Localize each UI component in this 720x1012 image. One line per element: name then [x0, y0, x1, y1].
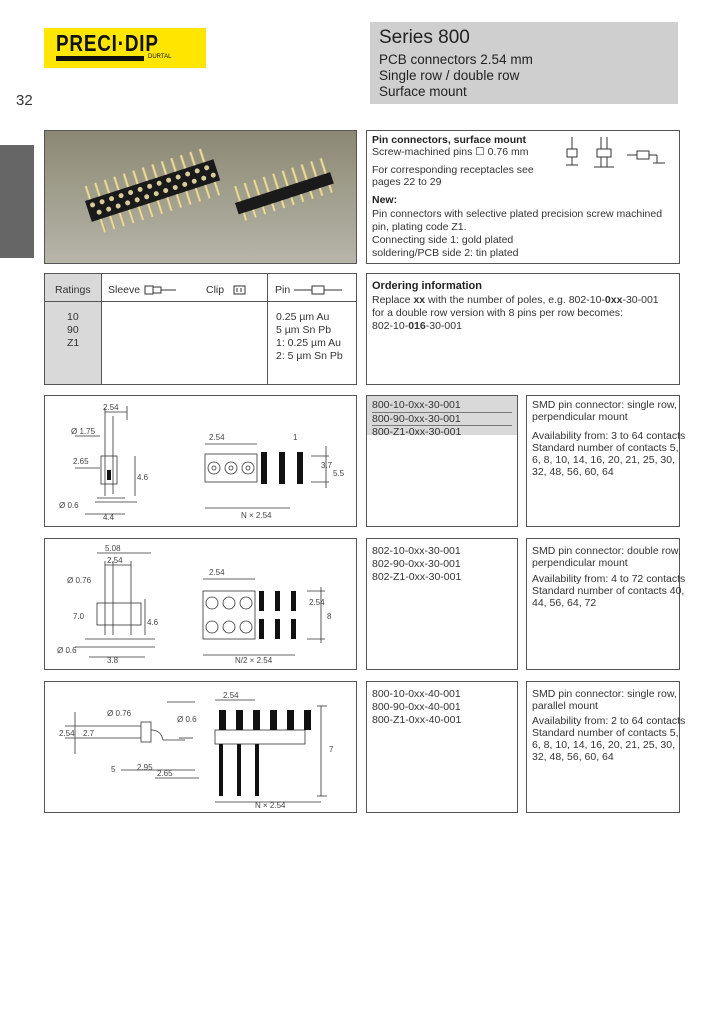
avail-1-line-3: 6, 8, 10, 14, 16, 20, 21, 25, 30,: [532, 454, 676, 466]
rating-code-10: 10: [67, 311, 79, 323]
ordering-line-1-d: 0xx: [604, 294, 623, 306]
ordering-line-1: [372, 294, 659, 307]
dim-1-1: 2.54: [103, 403, 119, 412]
desc-box-1: [526, 395, 686, 527]
ratings-col-divider-2: [267, 274, 268, 384]
desc-2-line-1: SMD pin connector: double row,: [532, 545, 681, 557]
desc-3-line-1: SMD pin connector: single row,: [532, 688, 677, 700]
product-code-3-1: 800-10-0xx-40-001: [372, 688, 461, 700]
dim-1-11: N × 2.54: [241, 511, 272, 520]
dim-3-5: 2.95: [137, 763, 153, 772]
dim-3-3: 2.7: [83, 729, 95, 738]
desc-1-line-1: SMD pin connector: single row,: [532, 399, 677, 411]
ordering-line-1-c: with the number of poles, e.g. 802-10-: [425, 294, 605, 306]
dim-3-10: N × 2.54: [255, 801, 286, 810]
new-line-4: soldering/PCB side 2: tin plated: [372, 247, 519, 259]
logo-text: PRECI·DIP: [56, 30, 159, 56]
intro-line-2: For corresponding receptacles see: [372, 164, 534, 176]
ordering-line-3-a: 802-10-: [372, 320, 409, 332]
rating-code-90: 90: [67, 324, 79, 336]
logo: [44, 28, 206, 68]
logo-bar: [56, 56, 144, 61]
avail-3-line-4: 32, 48, 56, 60, 64: [532, 751, 614, 763]
dim-1-3: 2.65: [73, 457, 89, 466]
dim-1-10: 5.5: [333, 469, 345, 478]
dim-2-2: 2.54: [107, 556, 123, 565]
avail-2-line-3: 44, 56, 64, 72: [532, 597, 597, 609]
intro-line-3: pages 22 to 29: [372, 176, 442, 188]
product-code-1-3: 800-Z1-0xx-30-001: [372, 425, 512, 439]
side-tab: [0, 145, 34, 258]
avail-2-line-2: Standard number of contacts 40,: [532, 585, 685, 597]
dim-3-4: 5: [111, 765, 116, 774]
ordering-line-1-b: xx: [413, 294, 426, 306]
desc-box-3: [526, 681, 686, 813]
product-code-1-2: 800-90-0xx-30-001: [372, 412, 512, 426]
ordering-line-3: [372, 320, 462, 333]
dim-1-2: Ø 1.75: [71, 427, 96, 436]
new-heading: New:: [372, 194, 398, 206]
dim-2-3: Ø 0.76: [67, 576, 92, 585]
dim-2-5: 4.6: [147, 618, 159, 627]
drawing-box-3: [44, 681, 357, 813]
avail-1-line-1: Availability from: 3 to 64 contacts: [532, 430, 686, 442]
avail-2-line-1: Availability from: 4 to 72 contacts: [532, 573, 686, 585]
dim-1-5: Ø 0.6: [59, 501, 79, 510]
dim-1-6: 4.4: [103, 513, 115, 522]
page-number: 32: [16, 92, 33, 109]
sleeve-col-label: Sleeve: [108, 284, 141, 296]
pin-value-1: 0.25 µm Au: [276, 311, 330, 323]
dim-3-9: 7: [329, 745, 334, 754]
product-code-2-3: 802-Z1-0xx-30-001: [372, 571, 462, 583]
product-code-1-1: 800-10-0xx-30-001: [372, 399, 461, 411]
ratings-col-divider-1: [101, 274, 102, 384]
logo-subtext: DURTAL: [148, 54, 172, 60]
dim-1-4: 4.6: [137, 473, 149, 482]
dim-3-1: Ø 0.76: [107, 709, 132, 718]
dim-2-8: 2.54: [209, 568, 225, 577]
product-code-3-2: 800-90-0xx-40-001: [372, 701, 461, 713]
connector-photo-illustration: [45, 131, 356, 263]
avail-3-line-1: Availability from: 2 to 64 contacts: [532, 715, 686, 727]
sleeve-icon: [144, 284, 178, 296]
ordering-info-box: [366, 273, 680, 385]
ratings-header-divider: [45, 301, 356, 302]
new-line-3: Connecting side 1: gold plated: [372, 234, 514, 246]
ordering-line-3-c: -30-001: [425, 320, 462, 332]
desc-3-line-2: parallel mount: [532, 700, 598, 712]
ordering-line-3-b: 016: [408, 320, 426, 332]
pin-type-icons: [563, 133, 675, 175]
product-code-2-1: 802-10-0xx-30-001: [372, 545, 461, 557]
dim-3-7: Ø 0.6: [177, 715, 197, 724]
technical-drawing-3: [45, 682, 356, 812]
pin-value-2: 5 µm Sn Pb: [276, 324, 332, 336]
avail-1-line-2: Standard number of contacts 5,: [532, 442, 679, 454]
dim-2-9: 2.54: [309, 598, 325, 607]
technical-drawing-1: [45, 396, 356, 526]
codes-box-3: [366, 681, 518, 813]
dim-1-8: 1: [293, 433, 298, 442]
dim-2-6: Ø 0.6: [57, 646, 77, 655]
series-header: [370, 22, 678, 104]
ratings-table: [44, 273, 357, 385]
intro-box: [366, 130, 680, 264]
ordering-line-2: for a double row version with 8 pins per row becomes:: [372, 307, 623, 319]
dim-3-8: 2.54: [223, 691, 239, 700]
pin-col-label: Pin: [275, 284, 291, 296]
avail-1-line-4: 32, 48, 56, 60, 64: [532, 466, 614, 478]
rating-code-z1: Z1: [67, 337, 80, 349]
drawing-box-1: [44, 395, 357, 527]
avail-3-line-3: 6, 8, 10, 14, 16, 20, 21, 25, 30,: [532, 739, 676, 751]
product-code-3-3: 800-Z1-0xx-40-001: [372, 714, 462, 726]
desc-1-line-2: perpendicular mount: [532, 411, 628, 423]
new-line-2: pin, plating code Z1.: [372, 221, 467, 233]
clip-icon: [233, 284, 249, 296]
clip-col-label: Clip: [206, 284, 225, 296]
dim-2-7: 3.8: [107, 656, 119, 665]
ratings-col-label: Ratings: [55, 284, 91, 296]
product-code-2-2: 802-90-0xx-30-001: [372, 558, 461, 570]
ordering-line-1-a: Replace: [372, 294, 414, 306]
technical-drawing-2: [45, 539, 356, 669]
dim-2-4: 7.0: [73, 612, 85, 621]
pin-value-4: 2: 5 µm Sn Pb: [276, 350, 343, 362]
codes-box-2: [366, 538, 518, 670]
desc-box-2: [526, 538, 686, 670]
product-photo: [44, 130, 357, 264]
dim-2-1: 5.08: [105, 544, 121, 553]
dim-2-10: 8: [327, 612, 332, 621]
ordering-heading: Ordering information: [372, 280, 482, 292]
dim-1-7: 2.54: [209, 433, 225, 442]
pin-value-3: 1: 0.25 µm Au: [276, 337, 342, 349]
drawing-box-2: [44, 538, 357, 670]
header-line-1: PCB connectors 2.54 mm: [379, 52, 533, 67]
intro-line-1: Screw-machined pins ☐ 0.76 mm: [372, 146, 529, 158]
intro-heading: Pin connectors, surface mount: [372, 134, 527, 146]
series-title: Series 800: [379, 27, 470, 48]
codes-box-1: [366, 395, 518, 527]
dim-3-2: 2.54: [59, 729, 75, 738]
ordering-line-1-e: -30-001: [622, 294, 659, 306]
avail-3-line-2: Standard number of contacts 5,: [532, 727, 679, 739]
desc-2-line-2: perpendicular mount: [532, 557, 628, 569]
pin-icon: [292, 284, 344, 296]
header-line-3: Surface mount: [379, 84, 467, 99]
dim-1-9: 3.7: [321, 461, 333, 470]
header-line-2: Single row / double row: [379, 68, 520, 83]
dim-3-6: 2.65: [157, 769, 173, 778]
new-line-1: Pin connectors with selective plated precision screw machined: [372, 208, 663, 220]
dim-2-11: N/2 × 2.54: [235, 656, 273, 665]
